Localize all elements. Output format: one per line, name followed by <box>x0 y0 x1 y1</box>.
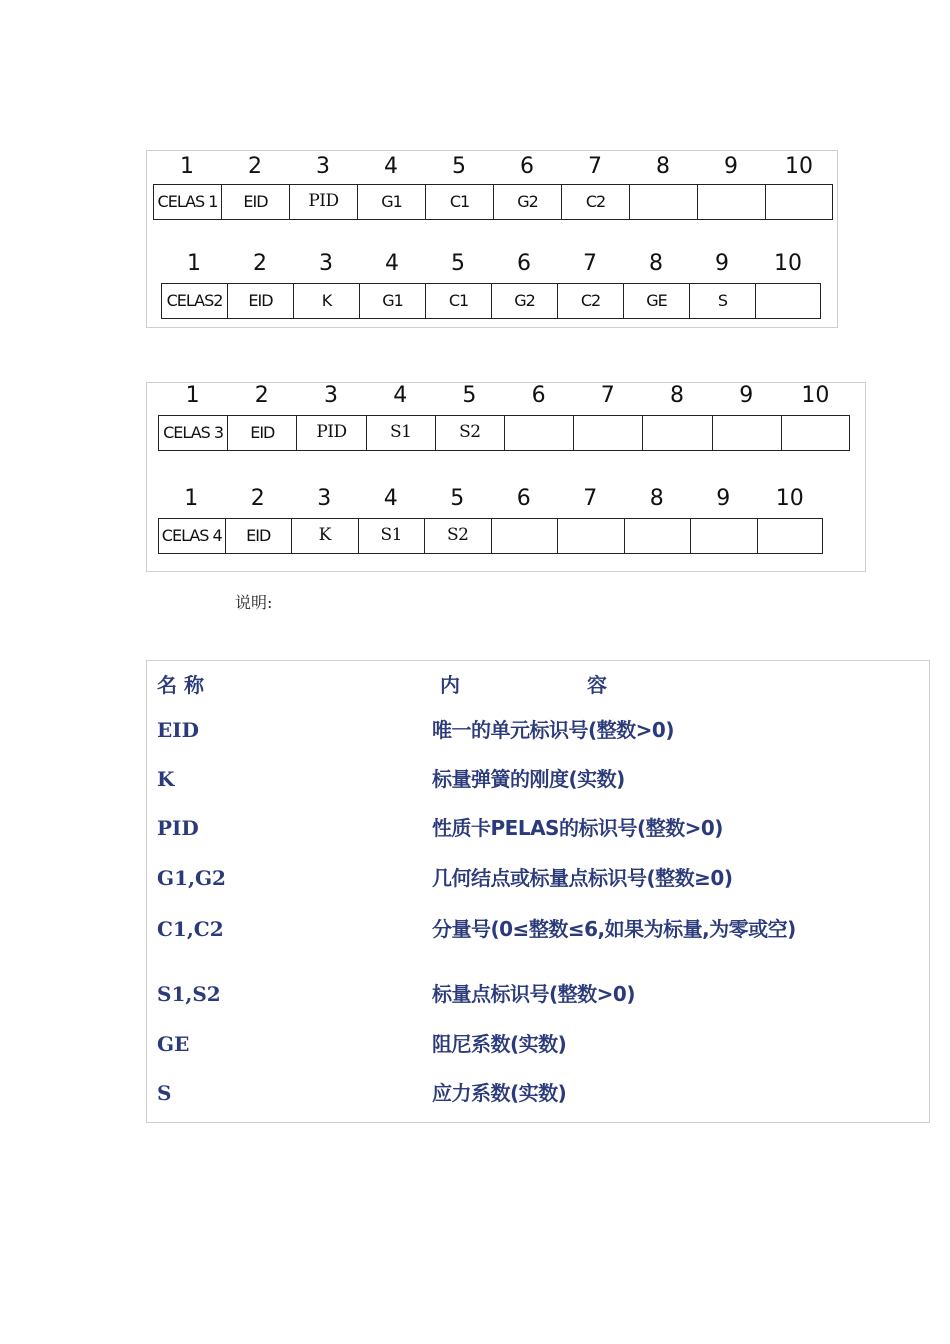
field-number: 1 <box>185 383 200 408</box>
field-cell: S <box>690 284 756 318</box>
field-cell <box>756 284 822 318</box>
field-number: 2 <box>250 486 265 511</box>
row-name-s1s2: S1,S2 <box>157 982 221 1006</box>
row-content-k: 标量弹簧的刚度(实数) <box>432 767 625 791</box>
field-cell: EID <box>222 185 290 219</box>
row-content-eid: 唯一的单元标识号(整数>0) <box>432 718 674 742</box>
header-content-2: 容 <box>587 673 607 697</box>
field-cell: C1 <box>426 185 494 219</box>
field-cell: PID <box>297 416 366 450</box>
field-cell: GE <box>624 284 690 318</box>
field-number: 6 <box>520 154 534 179</box>
field-cell: G2 <box>492 284 558 318</box>
field-cells-row <box>153 184 833 220</box>
field-number-row <box>161 249 821 279</box>
field-cell <box>782 416 851 450</box>
field-cell: S1 <box>367 416 436 450</box>
row-name-ge: GE <box>157 1032 190 1056</box>
field-number: 7 <box>583 486 598 511</box>
description-table <box>146 660 930 1123</box>
field-number: 10 <box>785 154 813 179</box>
field-number: 3 <box>317 486 332 511</box>
field-number: 9 <box>739 383 754 408</box>
field-number: 8 <box>669 383 684 408</box>
field-cell: C2 <box>558 284 624 318</box>
row-name-pid: PID <box>157 816 199 840</box>
field-cell <box>574 416 643 450</box>
field-number: 2 <box>248 154 262 179</box>
field-cell: S2 <box>436 416 505 450</box>
field-cell <box>492 519 559 553</box>
field-number-row <box>153 152 833 182</box>
field-cell: S1 <box>359 519 426 553</box>
field-cell <box>713 416 782 450</box>
field-cell <box>766 185 834 219</box>
row-name-c1c2: C1,C2 <box>157 917 224 941</box>
field-number: 8 <box>656 154 670 179</box>
field-cell <box>691 519 758 553</box>
field-number: 10 <box>801 383 830 408</box>
row-name-g1g2: G1,G2 <box>157 866 226 890</box>
field-number: 3 <box>319 251 333 276</box>
field-number: 6 <box>531 383 546 408</box>
field-number: 9 <box>715 251 729 276</box>
field-cell: G1 <box>360 284 426 318</box>
field-number: 8 <box>649 486 664 511</box>
field-number: 3 <box>323 383 338 408</box>
row-name-eid: EID <box>157 718 199 742</box>
field-number: 10 <box>774 251 802 276</box>
row-content-s: 应力系数(实数) <box>432 1081 567 1105</box>
field-cell <box>698 185 766 219</box>
field-cell: C1 <box>426 284 492 318</box>
field-number: 4 <box>385 251 399 276</box>
card-name-cell: CELAS2 <box>162 284 228 318</box>
field-number-row <box>158 484 823 514</box>
row-content-g1g2: 几何结点或标量点标识号(整数≥0) <box>432 866 733 890</box>
field-number: 2 <box>254 383 269 408</box>
row-content-s1s2: 标量点标识号(整数>0) <box>432 982 635 1006</box>
field-cell: K <box>294 284 360 318</box>
field-cells-row <box>158 518 823 554</box>
field-number: 4 <box>384 154 398 179</box>
field-cell <box>758 519 825 553</box>
field-number: 2 <box>253 251 267 276</box>
field-number: 5 <box>462 383 477 408</box>
field-number: 1 <box>184 486 199 511</box>
field-number: 7 <box>588 154 602 179</box>
field-cell: S2 <box>425 519 492 553</box>
field-cell <box>558 519 625 553</box>
field-number: 1 <box>187 251 201 276</box>
field-number: 9 <box>716 486 731 511</box>
row-name-s: S <box>157 1081 172 1105</box>
field-number: 5 <box>451 251 465 276</box>
field-cell <box>625 519 692 553</box>
field-cell: G2 <box>494 185 562 219</box>
row-name-k: K <box>157 767 175 791</box>
field-number: 7 <box>600 383 615 408</box>
field-number: 5 <box>452 154 466 179</box>
field-cell: PID <box>290 185 358 219</box>
field-cell <box>643 416 712 450</box>
card-name-cell: CELAS 3 <box>159 416 228 450</box>
row-content-pid: 性质卡PELAS的标识号(整数>0) <box>432 816 723 840</box>
field-number: 10 <box>775 486 804 511</box>
field-number: 8 <box>649 251 663 276</box>
row-content-ge: 阻尼系数(实数) <box>432 1032 567 1056</box>
field-number: 9 <box>724 154 738 179</box>
card-name-cell: CELAS 4 <box>159 519 226 553</box>
field-cell: EID <box>228 416 297 450</box>
field-number-row <box>158 381 850 411</box>
caption: 说明: <box>235 593 273 612</box>
field-cells-row <box>158 415 850 451</box>
header-content-1: 内 <box>440 673 460 697</box>
field-number: 5 <box>450 486 465 511</box>
field-number: 1 <box>180 154 194 179</box>
field-cell: EID <box>226 519 293 553</box>
card-name-cell: CELAS 1 <box>154 185 222 219</box>
field-cell: K <box>292 519 359 553</box>
field-number: 6 <box>517 251 531 276</box>
field-number: 7 <box>583 251 597 276</box>
row-content-c1c2: 分量号(0≤整数≤6,如果为标量,为零或空) <box>432 917 796 941</box>
field-cell: EID <box>228 284 294 318</box>
field-cell: C2 <box>562 185 630 219</box>
field-cell <box>505 416 574 450</box>
header-name: 名 称 <box>157 673 204 697</box>
field-cell: G1 <box>358 185 426 219</box>
field-cells-row <box>161 283 821 319</box>
field-number: 4 <box>393 383 408 408</box>
field-number: 6 <box>516 486 531 511</box>
field-number: 4 <box>383 486 398 511</box>
field-number: 3 <box>316 154 330 179</box>
field-cell <box>630 185 698 219</box>
